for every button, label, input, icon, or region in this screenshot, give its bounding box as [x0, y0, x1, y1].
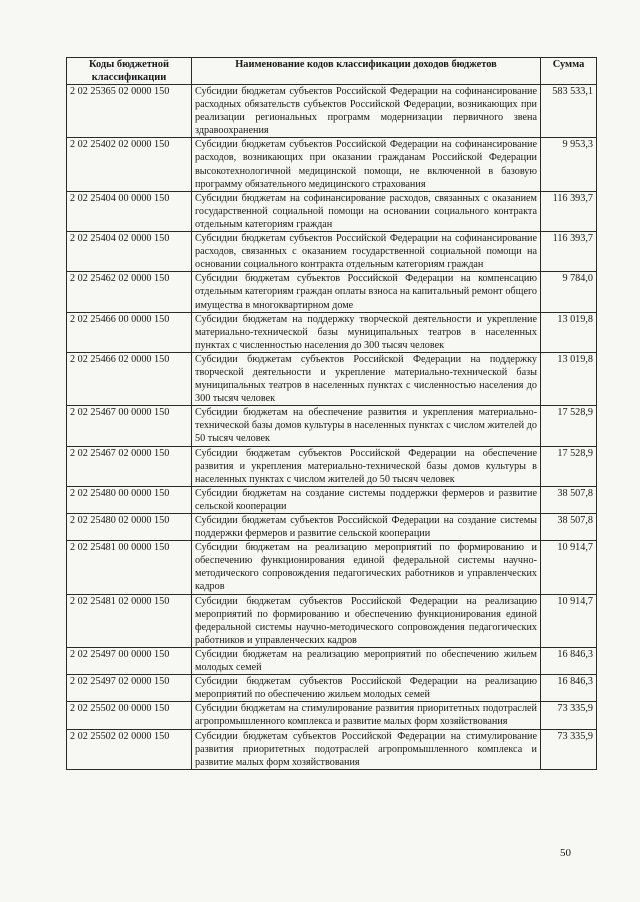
name-cell: Субсидии бюджетам субъектов Российской Федерации на поддержку творческой деятельности и укрепление материально-технической базы муниципальных театров в населенных пунктах с численностью населения до 300 тысяч человек	[192, 352, 541, 405]
code-cell: 2 02 25466 02 0000 150	[67, 352, 192, 405]
table-row	[67, 312, 597, 352]
name-cell: Субсидии бюджетам на поддержку творческой деятельности и укрепление материально-технической базы муниципальных театров в населенных пунктах с численностью населения до 300 тысяч человек	[192, 312, 541, 352]
table-row	[67, 191, 597, 231]
name-cell: Субсидии бюджетам на реализацию мероприятий по формированию и обеспечению функционирования единой федеральной системы научно-методического сопровождения педагогических работников и управленческих кадров	[192, 541, 541, 594]
amount-cell: 116 393,7	[541, 191, 597, 231]
page-number: 50	[560, 847, 571, 859]
code-cell: 2 02 25404 00 0000 150	[67, 191, 192, 231]
amount-cell: 17 528,9	[541, 446, 597, 486]
code-cell: 2 02 25467 02 0000 150	[67, 446, 192, 486]
code-cell: 2 02 25404 02 0000 150	[67, 232, 192, 272]
table-row	[67, 647, 597, 674]
amount-cell: 17 528,9	[541, 406, 597, 446]
amount-cell: 38 507,8	[541, 486, 597, 513]
code-cell: 2 02 25497 00 0000 150	[67, 647, 192, 674]
code-cell: 2 02 25467 00 0000 150	[67, 406, 192, 446]
name-cell: Субсидии бюджетам субъектов Российской Федерации на стимулирование развития приоритетных подотраслей агропромышленного комплекса и развитие малых форм хозяйствования	[192, 729, 541, 769]
amount-cell: 10 914,7	[541, 594, 597, 647]
table-row	[67, 85, 597, 138]
code-cell: 2 02 25480 02 0000 150	[67, 514, 192, 541]
amount-cell: 38 507,8	[541, 514, 597, 541]
amount-cell: 73 335,9	[541, 729, 597, 769]
table-row	[67, 138, 597, 191]
table-row	[67, 406, 597, 446]
code-cell: 2 02 25502 02 0000 150	[67, 729, 192, 769]
code-cell: 2 02 25365 02 0000 150	[67, 85, 192, 138]
code-cell: 2 02 25480 00 0000 150	[67, 486, 192, 513]
header-sum: Сумма	[541, 58, 597, 85]
table-row	[67, 675, 597, 702]
amount-cell: 16 846,3	[541, 675, 597, 702]
amount-cell: 13 019,8	[541, 352, 597, 405]
name-cell: Субсидии бюджетам субъектов Российской Федерации на софинансирование расходов, связанных с оказанием государственной социальной помощи на основании социального контракта отдельным категориям граждан	[192, 232, 541, 272]
amount-cell: 116 393,7	[541, 232, 597, 272]
table-row	[67, 446, 597, 486]
amount-cell: 9 953,3	[541, 138, 597, 191]
table-row	[67, 352, 597, 405]
amount-cell: 583 533,1	[541, 85, 597, 138]
name-cell: Субсидии бюджетам на софинансирование расходов, связанных с оказанием государственной социальной помощи на основании социального контракта отдельным категориям граждан	[192, 191, 541, 231]
code-cell: 2 02 25481 00 0000 150	[67, 541, 192, 594]
name-cell: Субсидии бюджетам субъектов Российской Федерации на софинансирование расходных обязательств субъектов Российской Федерации, возникающих при реализации региональных программ модернизации первичного звена здравоохранения	[192, 85, 541, 138]
name-cell: Субсидии бюджетам на стимулирование развития приоритетных подотраслей агропромышленного комплекса и развитие малых форм хозяйствования	[192, 702, 541, 729]
name-cell: Субсидии бюджетам субъектов Российской Федерации на обеспечение развития и укрепления материально-технической базы домов культуры в населенных пунктах с числом жителей до 50 тысяч человек	[192, 446, 541, 486]
code-cell: 2 02 25502 00 0000 150	[67, 702, 192, 729]
amount-cell: 10 914,7	[541, 541, 597, 594]
code-cell: 2 02 25462 02 0000 150	[67, 272, 192, 312]
amount-cell: 73 335,9	[541, 702, 597, 729]
amount-cell: 16 846,3	[541, 647, 597, 674]
name-cell: Субсидии бюджетам субъектов Российской Федерации на реализацию мероприятий по обеспечению жильем молодых семей	[192, 675, 541, 702]
code-cell: 2 02 25466 00 0000 150	[67, 312, 192, 352]
amount-cell: 13 019,8	[541, 312, 597, 352]
code-cell: 2 02 25402 02 0000 150	[67, 138, 192, 191]
table-row	[67, 272, 597, 312]
table-header-row	[67, 58, 597, 85]
code-cell: 2 02 25481 02 0000 150	[67, 594, 192, 647]
name-cell: Субсидии бюджетам на реализацию мероприятий по обеспечению жильем молодых семей	[192, 647, 541, 674]
name-cell: Субсидии бюджетам на обеспечение развития и укрепления материально-технической базы домов культуры в населенных пунктах с числом жителей до 50 тысяч человек	[192, 406, 541, 446]
table-row	[67, 702, 597, 729]
table-row	[67, 514, 597, 541]
name-cell: Субсидии бюджетам субъектов Российской Федерации на создание системы поддержки фермеров и развитие сельской кооперации	[192, 514, 541, 541]
name-cell: Субсидии бюджетам субъектов Российской Федерации на реализацию мероприятий по формированию и обеспечению функционирования единой федеральной системы научно-методического сопровождения педагогических работников и управленческих кадров	[192, 594, 541, 647]
table-row	[67, 594, 597, 647]
name-cell: Субсидии бюджетам субъектов Российской Федерации на софинансирование расходов, возникающих при оказании гражданам Российской Федерации высокотехнологичной медицинской помощи, не включенной в базовую программу обязательного медицинского страхования	[192, 138, 541, 191]
header-code: Коды бюджетной классификации	[67, 58, 192, 85]
name-cell: Субсидии бюджетам на создание системы поддержки фермеров и развитие сельской кооперации	[192, 486, 541, 513]
header-name: Наименование кодов классификации доходов бюджетов	[192, 58, 541, 85]
budget-revenue-table	[66, 57, 597, 770]
code-cell: 2 02 25497 02 0000 150	[67, 675, 192, 702]
table-row	[67, 486, 597, 513]
name-cell: Субсидии бюджетам субъектов Российской Федерации на компенсацию отдельным категориям граждан оплаты взноса на капитальный ремонт общего имущества в многоквартирном доме	[192, 272, 541, 312]
amount-cell: 9 784,0	[541, 272, 597, 312]
table-row	[67, 729, 597, 769]
table-row	[67, 541, 597, 594]
table-row	[67, 232, 597, 272]
